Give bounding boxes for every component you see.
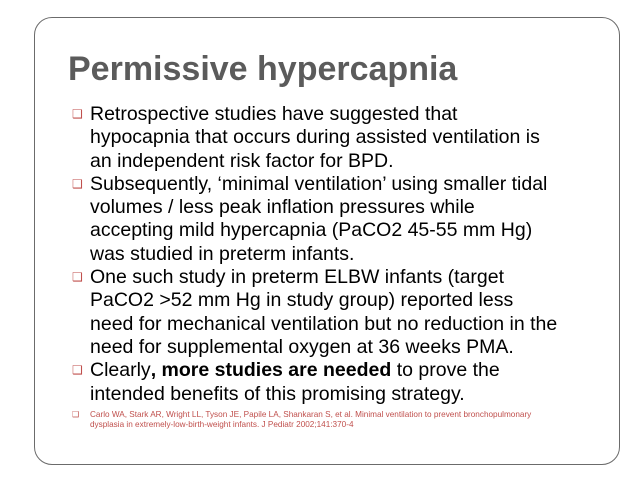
bullet-line: need for mechanical ventilation but no reduction in the — [90, 312, 558, 335]
bullet-item — [72, 359, 612, 406]
bullet-line: PaCO2 >52 mm Hg in study group) reported less — [90, 289, 514, 312]
bullet-line — [90, 359, 612, 382]
bullet-emphasis: , more studies are needed — [150, 359, 392, 382]
reference-item — [72, 410, 612, 431]
bullet-text: to prove the — [391, 359, 500, 382]
reference-line: dysplasia in extremely-low-birth-weight infants. J Pediatr 2002;141:370-4 — [90, 420, 354, 430]
reference-line: Carlo WA, Stark AR, Wright LL, Tyson JE, Papile LA, Shankaran S, et al. Minimal ventilation to prevent bronchopulmonary — [90, 409, 532, 419]
bullet-line: hypocapnia that occurs during assisted ventilation is — [90, 126, 540, 149]
slide-title: Permissive hypercapnia — [68, 50, 458, 88]
bullet-marker-icon: ❑ — [72, 270, 83, 285]
bullet-line: volumes / less peak inflation pressures while — [90, 196, 475, 219]
bullet-line: One such study in preterm ELBW infants (target — [90, 266, 505, 289]
bullet-item — [72, 173, 612, 266]
bullet-line: Subsequently, ‘minimal ventilation’ using smaller tidal — [90, 172, 548, 195]
bullet-list — [72, 103, 612, 431]
bullet-line: accepting mild hypercapnia (PaCO2 45-55 mm Hg) — [90, 219, 533, 242]
bullet-text: Clearly — [90, 359, 151, 382]
bullet-item — [72, 103, 612, 173]
bullet-marker-icon: ❑ — [72, 363, 83, 378]
bullet-line: Retrospective studies have suggested that — [90, 103, 458, 125]
bullet-item — [72, 266, 612, 359]
bullet-line: need for supplemental oxygen at 36 weeks PMA. — [90, 335, 514, 358]
bullet-line: intended benefits of this promising strategy. — [90, 382, 465, 405]
bullet-marker-icon: ❑ — [72, 176, 83, 191]
bullet-marker-icon: ❑ — [72, 409, 80, 419]
bullet-line: was studied in preterm infants. — [90, 242, 355, 265]
bullet-line: an independent risk factor for BPD. — [90, 149, 394, 172]
bullet-marker-icon: ❑ — [72, 107, 83, 121]
